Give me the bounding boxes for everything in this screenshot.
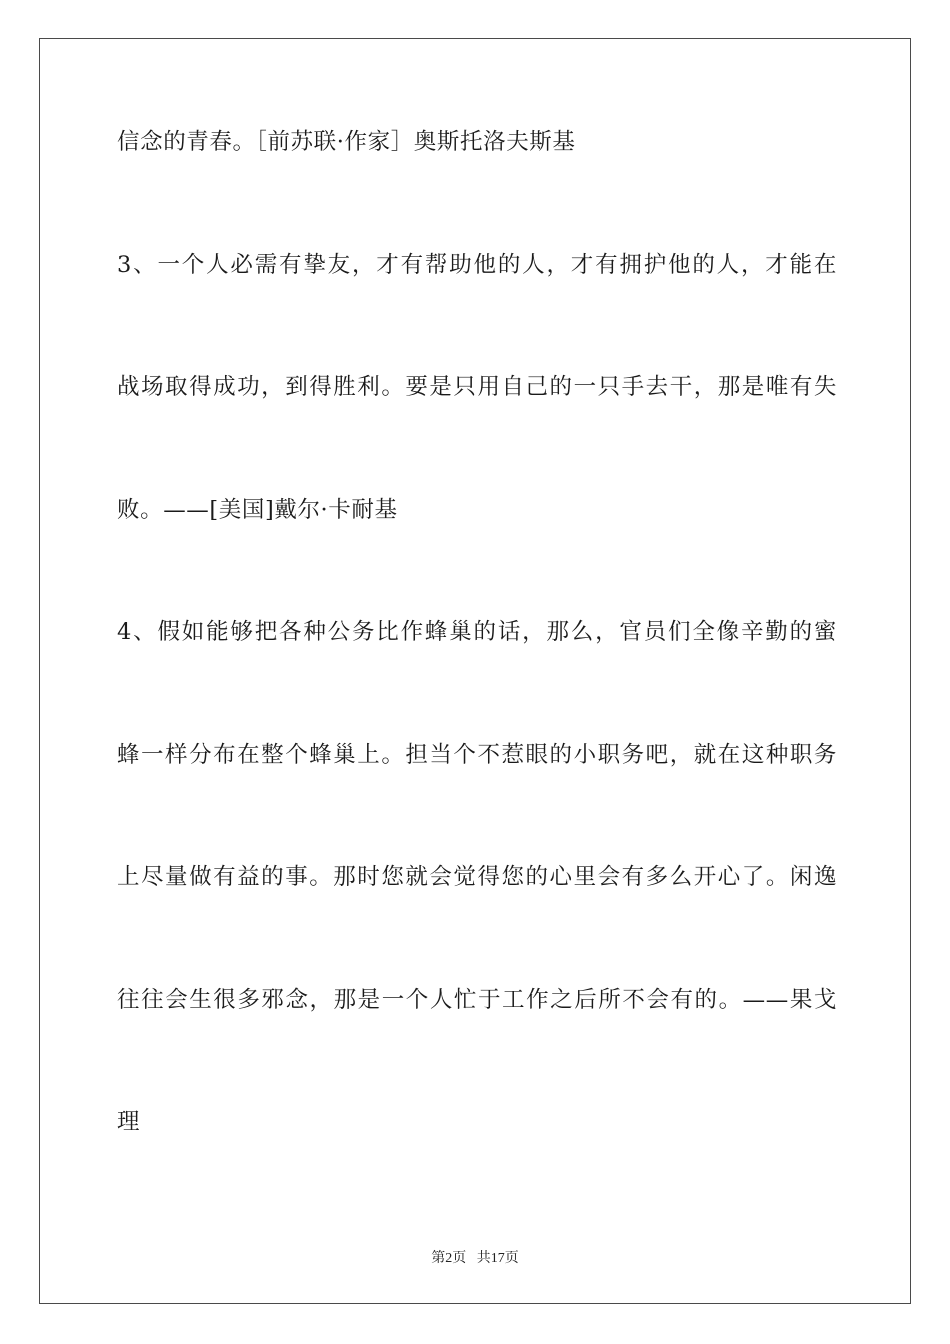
text-line-4: 败。——[美国]戴尔·卡耐基 [117,496,398,523]
text-line-1: 信念的青春。［前苏联·作家］奥斯托洛夫斯基 [117,129,576,155]
text-line-5: 4、假如能够把各种公务比作蜂巢的话，那么，官员们全像辛勤的蜜 [117,619,837,645]
page-number-footer: 第2页 共17页 [431,1251,519,1266]
text-line-9: 理 [117,1109,141,1135]
document-body [117,126,837,1229]
text-line-6: 蜂一样分布在整个蜂巢上。担当个不惹眼的小职务吧，就在这种职务 [117,741,837,768]
text-line-3: 战场取得成功，到得胜利。要是只用自己的一只手去干，那是唯有失 [117,374,837,400]
text-line-8: 往往会生很多邪念，那是一个人忙于工作之后所不会有的。——果戈 [117,986,837,1013]
text-line-2: 3、一个人必需有挚友，才有帮助他的人，才有拥护他的人，才能在 [117,251,837,278]
text-line-7: 上尽量做有益的事。那时您就会觉得您的心里会有多么开心了。闲逸 [117,864,837,890]
